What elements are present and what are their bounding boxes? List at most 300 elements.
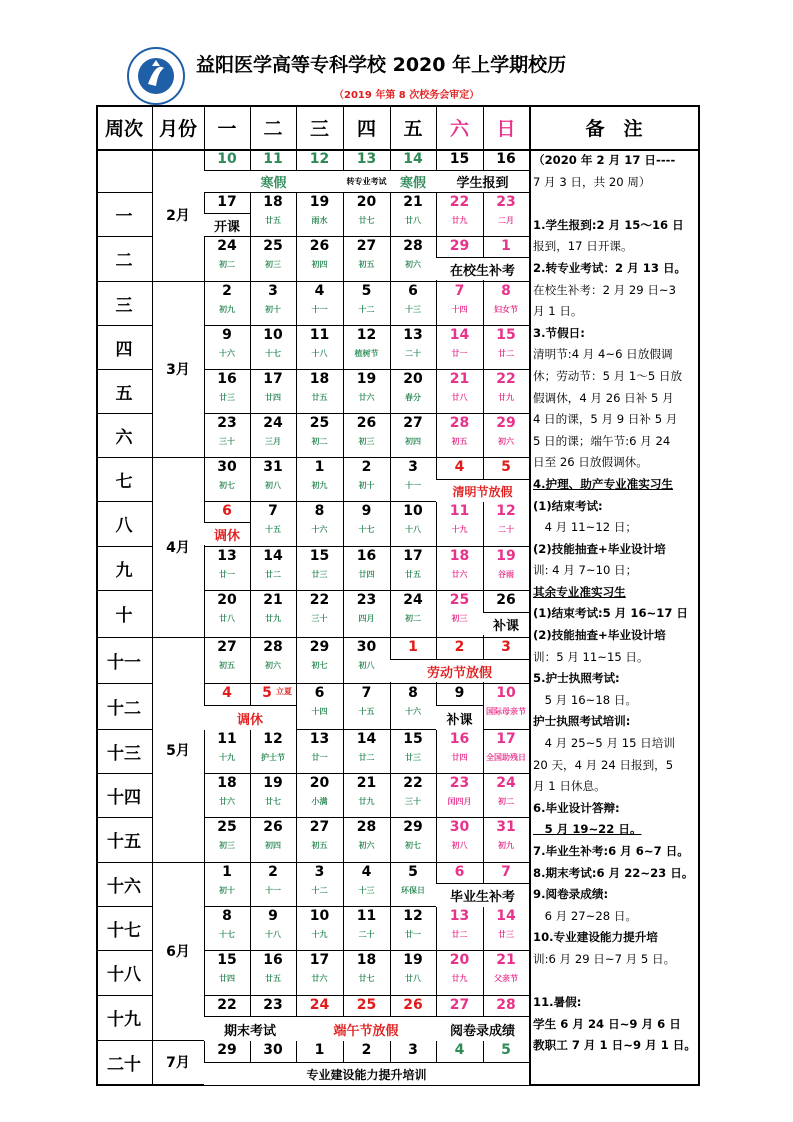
month-label: 2月 bbox=[166, 208, 190, 224]
day-number: 5 bbox=[361, 283, 372, 299]
day-number: 4 bbox=[314, 283, 325, 299]
week-label: 八 bbox=[115, 516, 133, 536]
lunar-date: 廿四 bbox=[358, 570, 375, 579]
day-number: 21 bbox=[403, 194, 423, 210]
lunar-date: 初七 bbox=[311, 661, 328, 670]
lunar-date: 廿八 bbox=[405, 216, 421, 225]
note-line: 10.专业建设能力提升培 bbox=[533, 930, 658, 945]
day-number: 23 bbox=[356, 592, 377, 608]
day-number: 4 bbox=[454, 1042, 465, 1058]
lunar-date: 初十 bbox=[219, 886, 235, 895]
day-number: 20 bbox=[217, 592, 237, 608]
day-number: 13 bbox=[449, 908, 470, 924]
day-number: 16 bbox=[217, 371, 237, 387]
lunar-date: 初五 bbox=[358, 260, 375, 269]
day-number: 30 bbox=[356, 639, 377, 655]
day-number: 5 bbox=[501, 1042, 511, 1058]
note-line: 月 1 日。 bbox=[533, 304, 583, 319]
day-number: 22 bbox=[496, 371, 516, 387]
day-number: 10 bbox=[263, 327, 283, 343]
day-number: 23 bbox=[217, 415, 237, 431]
day-number: 17 bbox=[263, 371, 283, 387]
lunar-date: 十六 bbox=[219, 349, 235, 358]
lunar-date: 廿五 bbox=[405, 570, 421, 579]
lunar-date: 十一 bbox=[405, 481, 421, 490]
lunar-date: 国际母亲节 bbox=[486, 707, 526, 716]
week-label bbox=[96, 149, 152, 192]
note-line: 清明节:4 月 4~6 日放假调 bbox=[533, 347, 673, 362]
lunar-date: 廿九 bbox=[451, 974, 468, 983]
day-number: 26 bbox=[263, 819, 283, 835]
grid-line bbox=[204, 192, 529, 193]
day-number: 1 bbox=[222, 864, 232, 880]
day-number: 3 bbox=[501, 639, 511, 655]
day-number: 15 bbox=[449, 151, 470, 167]
lunar-date: 十二 bbox=[311, 886, 328, 895]
day-number: 24 bbox=[496, 775, 516, 791]
notes-column bbox=[533, 150, 701, 1057]
week-label: 四 bbox=[115, 339, 133, 360]
day-number: 29 bbox=[449, 238, 470, 254]
day-number: 19 bbox=[263, 775, 283, 791]
note-line: 教职工 7 月 1 日~9 月 1 日。 bbox=[533, 1038, 696, 1053]
lunar-date: 小满 bbox=[311, 797, 328, 806]
lunar-date: 十一 bbox=[265, 886, 281, 895]
day-number: 12 bbox=[403, 908, 423, 924]
week-label: 十八 bbox=[107, 965, 141, 985]
day-number: 5 bbox=[262, 685, 272, 701]
day-number: 5 bbox=[408, 864, 418, 880]
grid-line bbox=[204, 590, 529, 591]
lunar-date: 初三 bbox=[219, 841, 235, 850]
note-line: 4.护理、助产专业准实习生 bbox=[533, 476, 674, 491]
week-label: 十二 bbox=[107, 698, 141, 719]
day-number: 10 bbox=[217, 151, 237, 167]
event-label: 寒假 bbox=[390, 171, 436, 192]
lunar-date: 二十 bbox=[358, 930, 375, 939]
day-number: 16 bbox=[263, 952, 283, 968]
lunar-date: 十七 bbox=[219, 930, 235, 939]
note-line: 学生 6 月 24 日~9 月 6 日 bbox=[533, 1016, 681, 1031]
day-number: 31 bbox=[496, 819, 516, 835]
day-number: 15 bbox=[217, 952, 237, 968]
day-number: 4 bbox=[454, 459, 465, 475]
lunar-date: 初五 bbox=[451, 437, 468, 446]
day-number: 3 bbox=[268, 283, 278, 299]
day-number: 28 bbox=[356, 819, 377, 835]
week-label: 十 bbox=[115, 606, 133, 626]
day-number: 31 bbox=[263, 459, 283, 475]
event-label: 补课 bbox=[436, 706, 483, 730]
lunar-date: 廿五 bbox=[311, 393, 328, 402]
week-label: 二十 bbox=[107, 1054, 141, 1075]
lunar-date: 谷雨 bbox=[498, 570, 514, 579]
note-line: 4 月 11~12 日； bbox=[533, 520, 638, 535]
day-number: 21 bbox=[356, 775, 377, 791]
lunar-date: 初五 bbox=[311, 841, 328, 850]
grid-line bbox=[204, 773, 529, 774]
lunar-date: 十五 bbox=[265, 525, 281, 534]
lunar-date: 春分 bbox=[405, 393, 421, 402]
day-number: 8 bbox=[222, 908, 232, 924]
page-title: 益阳医学高等专科学校 2020 年上学期校历 bbox=[196, 54, 567, 76]
day-number: 9 bbox=[361, 503, 372, 519]
day-number: 18 bbox=[217, 775, 237, 791]
day-number: 12 bbox=[356, 327, 377, 343]
lunar-date: 二十 bbox=[405, 349, 421, 358]
lunar-date: 初四 bbox=[405, 437, 421, 446]
note-line: 1.学生报到:2 月 15～16 日 bbox=[533, 217, 684, 232]
day-number: 14 bbox=[403, 151, 423, 167]
lunar-date: 三月 bbox=[265, 437, 281, 446]
week-label: 五 bbox=[115, 383, 133, 404]
day-number: 8 bbox=[314, 503, 325, 519]
note-line: 休；劳动节：5 月 1～5 日放 bbox=[533, 368, 683, 383]
day-number: 11 bbox=[449, 503, 470, 519]
grid-line bbox=[204, 325, 529, 326]
lunar-date: 十九 bbox=[451, 525, 468, 534]
day-number: 1 bbox=[314, 459, 325, 475]
lunar-date: 廿七 bbox=[358, 974, 375, 983]
lunar-date: 三十 bbox=[311, 614, 328, 623]
day-number: 28 bbox=[496, 997, 516, 1013]
lunar-date: 十四 bbox=[311, 707, 328, 716]
lunar-date: 十五 bbox=[358, 707, 375, 716]
column-header: 二 bbox=[263, 117, 283, 140]
lunar-date: 二十 bbox=[498, 525, 514, 534]
lunar-date: 廿二 bbox=[451, 930, 468, 939]
day-number: 12 bbox=[496, 503, 516, 519]
lunar-date: 十三 bbox=[405, 305, 421, 314]
day-number: 22 bbox=[449, 194, 470, 210]
day-number: 7 bbox=[501, 864, 511, 880]
week-label: 十七 bbox=[107, 920, 141, 941]
day-number: 29 bbox=[496, 415, 516, 431]
page-header bbox=[96, 40, 696, 100]
note-line: 假调休，4 月 26 日补 5 月 bbox=[533, 390, 674, 405]
note-line: (1)结束考试:5 月 16~17 日 bbox=[533, 606, 689, 621]
lunar-date: 廿五 bbox=[265, 974, 281, 983]
day-number: 26 bbox=[356, 415, 377, 431]
day-number: 6 bbox=[222, 503, 232, 519]
lunar-date: 四月 bbox=[358, 614, 375, 623]
day-number: 20 bbox=[449, 952, 470, 968]
day-number: 7 bbox=[361, 685, 372, 701]
day-number: 15 bbox=[309, 548, 330, 564]
lunar-date: 十三 bbox=[358, 886, 375, 895]
note-line: 6.毕业设计答辩: bbox=[533, 800, 620, 815]
week-label: 二 bbox=[115, 251, 133, 271]
note-line: 5 日的课；端午节:6 月 24 bbox=[533, 433, 671, 448]
lunar-date: 立夏 bbox=[276, 687, 292, 696]
day-number: 22 bbox=[309, 592, 330, 608]
grid-line bbox=[204, 683, 529, 684]
month-label: 5月 bbox=[166, 742, 190, 759]
month-label: 4月 bbox=[166, 540, 190, 556]
day-number: 9 bbox=[268, 908, 278, 924]
day-number: 26 bbox=[309, 238, 330, 254]
lunar-date: 十六 bbox=[405, 707, 421, 716]
note-line: 报到，17 日开课。 bbox=[533, 239, 633, 254]
note-line: 11.暑假: bbox=[533, 995, 582, 1010]
lunar-date: 闰四月 bbox=[447, 797, 472, 806]
day-number: 18 bbox=[309, 371, 330, 387]
lunar-date: 全国助残日 bbox=[486, 753, 526, 762]
day-number: 21 bbox=[496, 952, 516, 968]
note-line: 其余专业准实习生 bbox=[533, 584, 626, 599]
day-number: 14 bbox=[449, 327, 470, 343]
day-number: 15 bbox=[496, 327, 516, 343]
week-label: 十三 bbox=[107, 743, 141, 764]
note-line: 20 天，4 月 24 日报到，5 bbox=[533, 757, 674, 772]
day-number: 25 bbox=[217, 819, 237, 835]
week-label: 六 bbox=[115, 427, 133, 448]
lunar-date: 廿七 bbox=[358, 216, 375, 225]
lunar-date: 初八 bbox=[451, 841, 468, 850]
lunar-date: 廿九 bbox=[498, 393, 514, 402]
event-label: 补课 bbox=[483, 613, 529, 635]
day-number: 13 bbox=[403, 327, 423, 343]
week-label: 十九 bbox=[107, 1010, 141, 1030]
event-label: 在校生补考 bbox=[436, 258, 529, 280]
day-number: 24 bbox=[217, 238, 237, 254]
day-number: 26 bbox=[403, 997, 423, 1013]
day-number: 2 bbox=[361, 1042, 372, 1058]
note-line: 月 1 日休息。 bbox=[533, 779, 606, 794]
event-label: 调休 bbox=[204, 706, 296, 730]
column-header: 月份 bbox=[158, 117, 197, 140]
day-number: 2 bbox=[361, 459, 372, 475]
note-line: 5.护士执照考试: bbox=[533, 671, 620, 686]
day-number: 3 bbox=[314, 864, 325, 880]
day-number: 24 bbox=[263, 415, 283, 431]
day-number: 19 bbox=[496, 548, 516, 564]
day-number: 17 bbox=[496, 731, 516, 747]
lunar-date: 十六 bbox=[311, 525, 328, 534]
day-number: 21 bbox=[449, 371, 470, 387]
grid-line bbox=[204, 369, 529, 370]
grid-line bbox=[152, 1084, 204, 1085]
event-label: 调休 bbox=[204, 523, 250, 545]
day-number: 28 bbox=[263, 639, 283, 655]
grid-line bbox=[204, 817, 529, 818]
lunar-date: 初九 bbox=[498, 841, 514, 850]
note-line: (2)技能抽查+毕业设计培 bbox=[533, 541, 666, 556]
lunar-date: 妇女节 bbox=[494, 305, 518, 314]
month-label: 3月 bbox=[166, 362, 190, 378]
column-header: 六 bbox=[449, 117, 469, 140]
lunar-date: 廿六 bbox=[358, 393, 375, 402]
column-header: 日 bbox=[496, 117, 516, 140]
day-number: 22 bbox=[403, 775, 423, 791]
day-number: 20 bbox=[309, 775, 330, 791]
week-label: 十四 bbox=[107, 787, 141, 808]
lunar-date: 廿六 bbox=[219, 797, 235, 806]
day-number: 27 bbox=[356, 238, 377, 254]
day-number: 7 bbox=[454, 283, 465, 299]
lunar-date: 廿八 bbox=[451, 393, 468, 402]
lunar-date: 廿二 bbox=[498, 349, 514, 358]
lunar-date: 二月 bbox=[498, 216, 514, 225]
week-label: 七 bbox=[115, 471, 133, 492]
lunar-date: 廿三 bbox=[219, 393, 235, 402]
lunar-date: 廿四 bbox=[219, 974, 235, 983]
lunar-date: 十九 bbox=[311, 930, 328, 939]
note-line: 6 月 27~28 日。 bbox=[533, 908, 638, 923]
lunar-date: 三十 bbox=[219, 437, 235, 446]
day-number: 13 bbox=[217, 548, 237, 564]
note-line bbox=[533, 971, 701, 993]
lunar-date: 十七 bbox=[358, 525, 375, 534]
day-number: 29 bbox=[403, 819, 423, 835]
day-number: 20 bbox=[356, 194, 377, 210]
lunar-date: 十九 bbox=[219, 753, 235, 762]
day-number: 17 bbox=[309, 952, 330, 968]
day-number: 12 bbox=[309, 151, 330, 167]
lunar-date: 初十 bbox=[265, 305, 281, 314]
lunar-date: 初二 bbox=[405, 614, 421, 623]
grid-line bbox=[529, 105, 531, 1084]
note-line: （2020 年 2 月 17 日---- bbox=[533, 153, 676, 167]
event-label: 寒假 bbox=[204, 171, 343, 192]
column-header: 一 bbox=[217, 117, 237, 140]
day-number: 27 bbox=[403, 415, 423, 431]
lunar-date: 廿一 bbox=[311, 753, 328, 762]
day-number: 18 bbox=[263, 194, 283, 210]
grid-line bbox=[204, 236, 529, 237]
day-number: 23 bbox=[263, 997, 283, 1013]
lunar-date: 初九 bbox=[219, 305, 235, 314]
day-number: 28 bbox=[403, 238, 423, 254]
day-number: 8 bbox=[408, 685, 418, 701]
day-number: 13 bbox=[356, 151, 377, 167]
lunar-date: 十二 bbox=[358, 305, 375, 314]
week-label: 十五 bbox=[107, 832, 141, 852]
lunar-date: 廿三 bbox=[498, 930, 514, 939]
note-line: 5 月 16~18 日。 bbox=[533, 692, 638, 707]
week-label: 三 bbox=[115, 295, 133, 316]
day-number: 18 bbox=[356, 952, 377, 968]
column-header: 四 bbox=[356, 117, 376, 140]
column-header: 三 bbox=[309, 117, 329, 140]
day-number: 2 bbox=[222, 283, 232, 299]
month-label: 6月 bbox=[166, 944, 190, 960]
day-number: 22 bbox=[217, 997, 237, 1013]
day-number: 19 bbox=[356, 371, 377, 387]
day-number: 16 bbox=[496, 151, 516, 167]
day-number: 9 bbox=[454, 685, 465, 701]
lunar-date: 廿七 bbox=[265, 797, 281, 806]
day-number: 27 bbox=[309, 819, 330, 835]
day-number: 1 bbox=[408, 639, 418, 655]
lunar-date: 十八 bbox=[405, 525, 421, 534]
event-label: 学生报到 bbox=[436, 171, 529, 192]
day-number: 13 bbox=[309, 731, 330, 747]
day-number: 10 bbox=[403, 503, 423, 519]
day-number: 15 bbox=[403, 731, 423, 747]
day-number: 18 bbox=[449, 548, 470, 564]
note-line: (2)技能抽查+毕业设计培 bbox=[533, 628, 666, 643]
day-number: 3 bbox=[408, 459, 418, 475]
note-line: 训: 4 月 7~10 日； bbox=[533, 563, 638, 578]
note-line: 3.节假日: bbox=[533, 325, 585, 340]
day-number: 16 bbox=[449, 731, 470, 747]
lunar-date: 廿九 bbox=[451, 216, 468, 225]
event-label: 转专业考试 bbox=[343, 171, 390, 192]
note-line: 训:6 月 29 日~7 月 5 日。 bbox=[533, 951, 676, 966]
day-number: 26 bbox=[496, 592, 516, 608]
lunar-date: 廿三 bbox=[405, 753, 421, 762]
day-number: 23 bbox=[449, 775, 470, 791]
day-number: 21 bbox=[263, 592, 283, 608]
event-label: 期末考试 bbox=[204, 1017, 296, 1041]
lunar-date: 初十 bbox=[358, 481, 375, 490]
week-label: 九 bbox=[115, 560, 133, 581]
lunar-date: 初三 bbox=[265, 260, 281, 269]
note-line: 2.转专业考试：2 月 13 日。 bbox=[533, 260, 687, 275]
note-line: 训：5 月 11~15 日。 bbox=[533, 649, 649, 664]
grid-line bbox=[204, 995, 529, 996]
note-line: (1)结束考试: bbox=[533, 498, 603, 513]
note-line bbox=[533, 193, 701, 215]
lunar-date: 三十 bbox=[405, 797, 421, 806]
grid-line bbox=[204, 637, 529, 638]
lunar-date: 初二 bbox=[219, 260, 235, 269]
lunar-date: 廿二 bbox=[358, 753, 375, 762]
lunar-date: 父亲节 bbox=[494, 974, 518, 983]
grid-line bbox=[204, 457, 529, 458]
day-number: 8 bbox=[501, 283, 511, 299]
day-number: 14 bbox=[263, 548, 283, 564]
note-line: 7 月 3 日，共 20 周） bbox=[533, 174, 651, 189]
event-label: 清明节放假 bbox=[436, 480, 529, 502]
day-number: 27 bbox=[449, 997, 470, 1013]
lunar-date: 十八 bbox=[311, 349, 328, 358]
day-number: 25 bbox=[309, 415, 330, 431]
lunar-date: 植树节 bbox=[354, 349, 379, 358]
day-number: 6 bbox=[314, 685, 325, 701]
lunar-date: 初六 bbox=[498, 437, 514, 446]
note-line: 4 月 25~5 月 15 日培训 bbox=[533, 736, 675, 751]
day-number: 2 bbox=[268, 864, 278, 880]
day-number: 19 bbox=[403, 952, 423, 968]
day-number: 29 bbox=[217, 1042, 237, 1058]
day-number: 25 bbox=[263, 238, 283, 254]
lunar-date: 廿一 bbox=[219, 570, 235, 579]
lunar-date: 雨水 bbox=[311, 216, 328, 225]
lunar-date: 初六 bbox=[405, 260, 421, 269]
lunar-date: 初三 bbox=[451, 614, 468, 623]
lunar-date: 环保日 bbox=[401, 886, 425, 895]
event-label: 劳动节放假 bbox=[390, 660, 529, 682]
note-line: 4 日的课，5 月 9 日补 5 月 bbox=[533, 412, 678, 427]
lunar-date: 初二 bbox=[311, 437, 328, 446]
day-number: 24 bbox=[403, 592, 423, 608]
lunar-date: 初五 bbox=[219, 661, 235, 670]
day-number: 14 bbox=[496, 908, 516, 924]
lunar-date: 十一 bbox=[311, 305, 328, 314]
lunar-date: 廿四 bbox=[451, 753, 468, 762]
note-line: 7.毕业生补考:6 月 6~7 日。 bbox=[533, 844, 689, 858]
day-number: 3 bbox=[408, 1042, 418, 1058]
day-number: 17 bbox=[217, 194, 237, 210]
day-number: 30 bbox=[263, 1042, 283, 1058]
lunar-date: 廿一 bbox=[405, 930, 421, 939]
lunar-date: 廿一 bbox=[451, 349, 468, 358]
lunar-date: 廿八 bbox=[219, 614, 235, 623]
note-line: 8.期末考试:6 月 22~23 日。 bbox=[533, 865, 694, 880]
lunar-date: 十四 bbox=[451, 305, 468, 314]
